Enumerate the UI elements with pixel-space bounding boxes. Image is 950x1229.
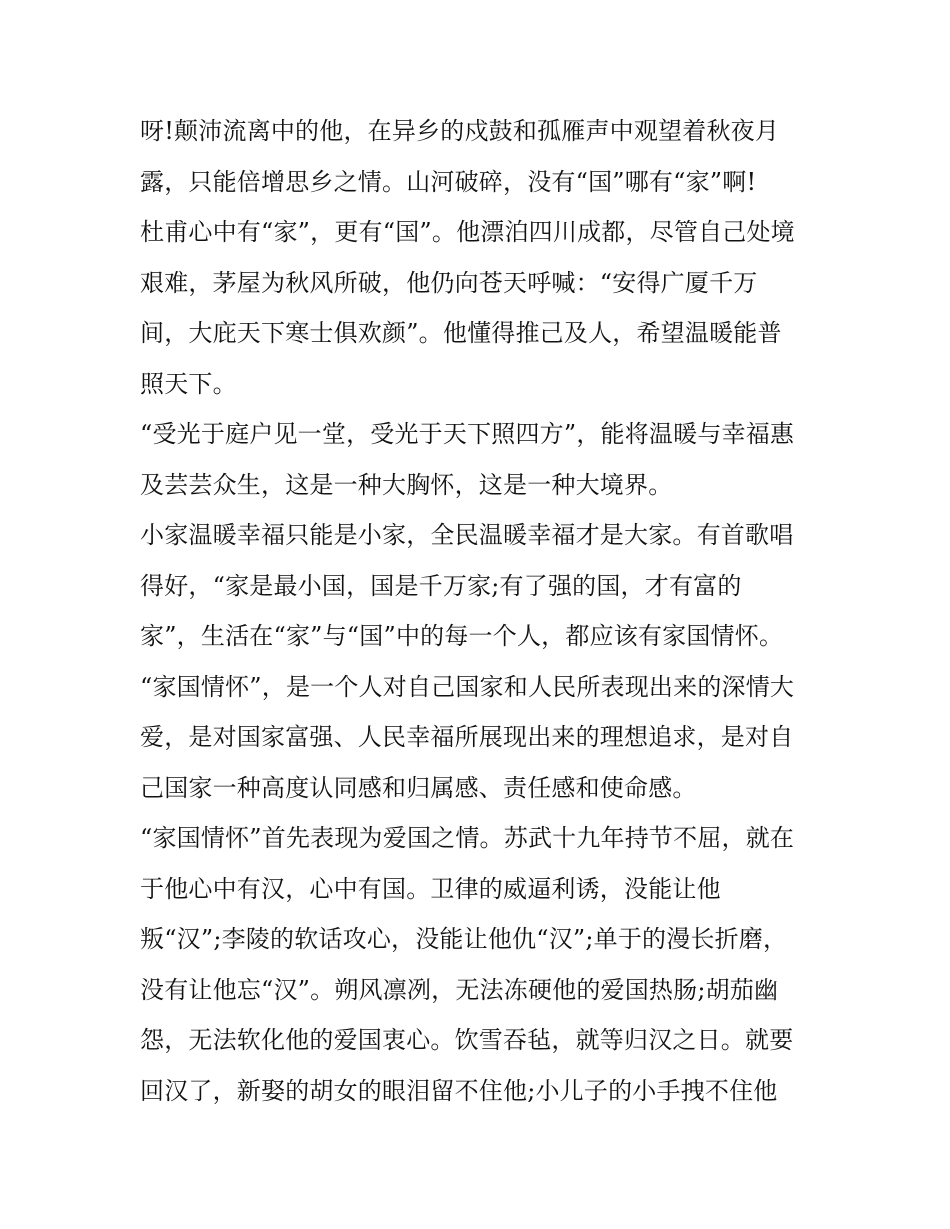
- body-text: [140, 106, 840, 1116]
- text-line: 照天下。: [140, 369, 237, 398]
- text-line: 己国家一种高度认同感和归属感、责任感和使命感。: [140, 773, 697, 802]
- text-line: 小家温暖幸福只能是小家，全民温暖幸福才是大家。有首歌唱: [140, 521, 794, 549]
- text-line: “家国情怀”首先表现为爱国之情。苏武十九年持节不屈，就在: [140, 824, 795, 852]
- text-line: 间，大庇天下寒士俱欢颜”。他懂得推己及人，希望温暖能普: [140, 319, 782, 347]
- text-line: 杜甫心中有“家”，更有“国”。他漂泊四川成都，尽管自己处境: [140, 218, 795, 246]
- text-line: 怨，无法软化他的爱国衷心。饮雪吞毡，就等归汉之日。就要: [140, 1026, 794, 1054]
- text-line: 呀!颠沛流离中的他，在异乡的戍鼓和孤雁声中观望着秋夜月: [140, 117, 780, 145]
- text-line: 家”，生活在“家”与“国”中的每一个人，都应该有家国情怀。: [140, 622, 784, 650]
- text-line: 爱，是对国家富强、人民幸福所展现出来的理想追求，是对自: [140, 723, 794, 751]
- text-line: 叛“汉”;李陵的软话攻心，没能让他仇“汉”;单于的漫长折磨，: [140, 925, 788, 953]
- text-line: 回汉了，新娶的胡女的眼泪留不住他;小儿子的小手拽不住他: [140, 1076, 778, 1105]
- text-line: 及芸芸众生，这是一种大胸怀，这是一种大境界。: [140, 470, 673, 499]
- text-line: 没有让他忘“汉”。朔风凛冽，无法冻硬他的爱国热肠;胡茄幽: [140, 975, 779, 1004]
- text-line: 得好，“家是最小国，国是千万家;有了强的国，才有富的: [140, 571, 742, 600]
- text-line: 艰难，茅屋为秋风所破，他仍向苍天呼喊：“安得广厦千万: [140, 268, 758, 297]
- text-line: 于他心中有汉，心中有国。卫律的威逼利诱，没能让他: [140, 874, 721, 903]
- text-line: “受光于庭户见一堂，受光于天下照四方”，能将温暖与幸福惠: [140, 420, 795, 448]
- text-line: 露，只能倍增思乡之情。山河破碎，没有“国”哪有“家”啊!: [140, 167, 757, 196]
- text-line: “家国情怀”，是一个人对自己国家和人民所表现出来的深情大: [140, 672, 795, 701]
